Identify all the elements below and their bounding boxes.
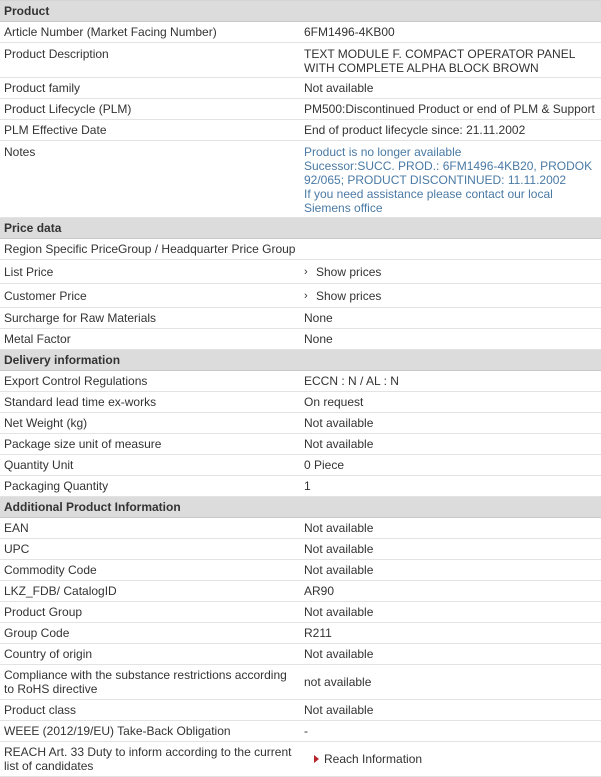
value-packaging-quantity: 1 bbox=[304, 479, 311, 493]
row-customer-price bbox=[0, 284, 601, 308]
value-weee: - bbox=[304, 724, 308, 738]
notes-line-successor: Sucessor:SUCC. PROD.: 6FM1496-4KB20, PRODOK 92/065; PRODUCT DISCONTINUED: 11.11.2002 bbox=[304, 159, 593, 187]
value-quantity-unit: 0 Piece bbox=[304, 458, 345, 472]
label-ean: EAN bbox=[4, 521, 29, 535]
triangle-right-icon bbox=[314, 755, 319, 763]
value-product-family: Not available bbox=[304, 81, 374, 95]
row-group-code bbox=[0, 623, 601, 644]
row-surcharge bbox=[0, 308, 601, 329]
section-header-additional: Additional Product Information bbox=[0, 497, 601, 518]
label-metal-factor: Metal Factor bbox=[4, 332, 71, 346]
row-region-price-group bbox=[0, 239, 601, 260]
value-package-size: Not available bbox=[304, 437, 374, 451]
row-product-class bbox=[0, 700, 601, 721]
label-article-number: Article Number (Market Facing Number) bbox=[4, 25, 217, 39]
row-catalog-id bbox=[0, 581, 601, 602]
label-commodity-code: Commodity Code bbox=[4, 563, 97, 577]
section-header-delivery: Delivery information bbox=[0, 350, 601, 371]
row-net-weight bbox=[0, 413, 601, 434]
label-product-description: Product Description bbox=[4, 47, 109, 61]
label-product-class: Product class bbox=[4, 703, 77, 717]
row-list-price bbox=[0, 260, 601, 284]
section-header-product: Product bbox=[0, 1, 601, 22]
row-notes bbox=[0, 141, 601, 218]
chevron-right-icon: › bbox=[304, 265, 308, 278]
notes-line-availability: Product is no longer available bbox=[304, 145, 462, 159]
value-metal-factor: None bbox=[304, 332, 333, 346]
value-lead-time: On request bbox=[304, 395, 364, 409]
value-surcharge: None bbox=[304, 311, 333, 325]
label-packaging-quantity: Packaging Quantity bbox=[4, 479, 109, 493]
row-packaging-quantity bbox=[0, 476, 601, 497]
row-product-group bbox=[0, 602, 601, 623]
label-net-weight: Net Weight (kg) bbox=[4, 416, 88, 430]
show-prices-text-customer: Show prices bbox=[316, 288, 382, 303]
label-notes: Notes bbox=[4, 145, 36, 159]
chevron-right-icon: › bbox=[304, 289, 308, 302]
label-product-group: Product Group bbox=[4, 605, 83, 619]
label-surcharge: Surcharge for Raw Materials bbox=[4, 311, 157, 325]
row-product-family bbox=[0, 78, 601, 99]
value-export-control: ECCN : N / AL : N bbox=[304, 374, 399, 388]
value-article-number: 6FM1496-4KB00 bbox=[304, 25, 395, 39]
value-plm-effective-date: End of product lifecycle since: 21.11.2002 bbox=[304, 123, 526, 137]
label-export-control: Export Control Regulations bbox=[4, 374, 148, 388]
value-notes bbox=[300, 141, 601, 217]
label-group-code: Group Code bbox=[4, 626, 70, 640]
value-commodity-code: Not available bbox=[304, 563, 374, 577]
value-list-price bbox=[300, 260, 601, 283]
label-quantity-unit: Quantity Unit bbox=[4, 458, 74, 472]
value-product-group: Not available bbox=[304, 605, 374, 619]
row-rohs-compliance bbox=[0, 665, 601, 700]
label-product-family: Product family bbox=[4, 81, 81, 95]
label-country-of-origin: Country of origin bbox=[4, 647, 93, 661]
reach-information-link[interactable] bbox=[314, 752, 422, 766]
value-customer-price bbox=[300, 284, 601, 307]
row-product-lifecycle bbox=[0, 99, 601, 120]
show-prices-link-customer[interactable] bbox=[304, 289, 381, 303]
row-commodity-code bbox=[0, 560, 601, 581]
value-reach bbox=[300, 742, 601, 776]
row-export-control bbox=[0, 371, 601, 392]
value-rohs-compliance: not available bbox=[304, 675, 372, 689]
row-product-description bbox=[0, 43, 601, 78]
notes-line-assistance: If you need assistance please contact our local Siemens office bbox=[304, 187, 553, 215]
value-upc: Not available bbox=[304, 542, 374, 556]
row-quantity-unit bbox=[0, 455, 601, 476]
label-customer-price: Customer Price bbox=[4, 288, 87, 303]
label-package-size: Package size unit of measure bbox=[4, 437, 162, 451]
label-plm-effective-date: PLM Effective Date bbox=[4, 123, 107, 137]
show-prices-link-list[interactable] bbox=[304, 265, 381, 279]
row-weee bbox=[0, 721, 601, 742]
value-product-lifecycle: PM500:Discontinued Product or end of PLM & Support bbox=[304, 102, 595, 116]
reach-information-text: Reach Information bbox=[324, 752, 423, 766]
row-lead-time bbox=[0, 392, 601, 413]
row-article-number bbox=[0, 22, 601, 43]
label-upc: UPC bbox=[4, 542, 30, 556]
row-metal-factor bbox=[0, 329, 601, 350]
label-catalog-id: LKZ_FDB/ CatalogID bbox=[4, 584, 117, 598]
label-product-lifecycle: Product Lifecycle (PLM) bbox=[4, 102, 132, 116]
row-country-of-origin bbox=[0, 644, 601, 665]
row-ean bbox=[0, 518, 601, 539]
row-reach bbox=[0, 742, 601, 777]
row-plm-effective-date bbox=[0, 120, 601, 141]
row-upc bbox=[0, 539, 601, 560]
label-list-price: List Price bbox=[4, 264, 54, 279]
value-product-class: Not available bbox=[304, 703, 374, 717]
value-ean: Not available bbox=[304, 521, 374, 535]
label-weee: WEEE (2012/19/EU) Take-Back Obligation bbox=[4, 724, 231, 738]
label-lead-time: Standard lead time ex-works bbox=[4, 395, 157, 409]
section-header-price-data: Price data bbox=[0, 218, 601, 239]
value-catalog-id: AR90 bbox=[304, 584, 335, 598]
label-reach: REACH Art. 33 Duty to inform according to the current list of candidates bbox=[4, 745, 292, 773]
label-rohs-compliance: Compliance with the substance restrictions according to RoHS directive bbox=[4, 668, 287, 696]
show-prices-text-list: Show prices bbox=[316, 264, 382, 279]
label-region-price-group: Region Specific PriceGroup / Headquarter Price Group bbox=[4, 242, 296, 256]
value-net-weight: Not available bbox=[304, 416, 374, 430]
row-package-size bbox=[0, 434, 601, 455]
value-product-description: TEXT MODULE F. COMPACT OPERATOR PANEL WITH COMPLETE ALPHA BLOCK BROWN bbox=[304, 47, 575, 75]
value-group-code: R211 bbox=[304, 626, 332, 640]
value-country-of-origin: Not available bbox=[304, 647, 374, 661]
